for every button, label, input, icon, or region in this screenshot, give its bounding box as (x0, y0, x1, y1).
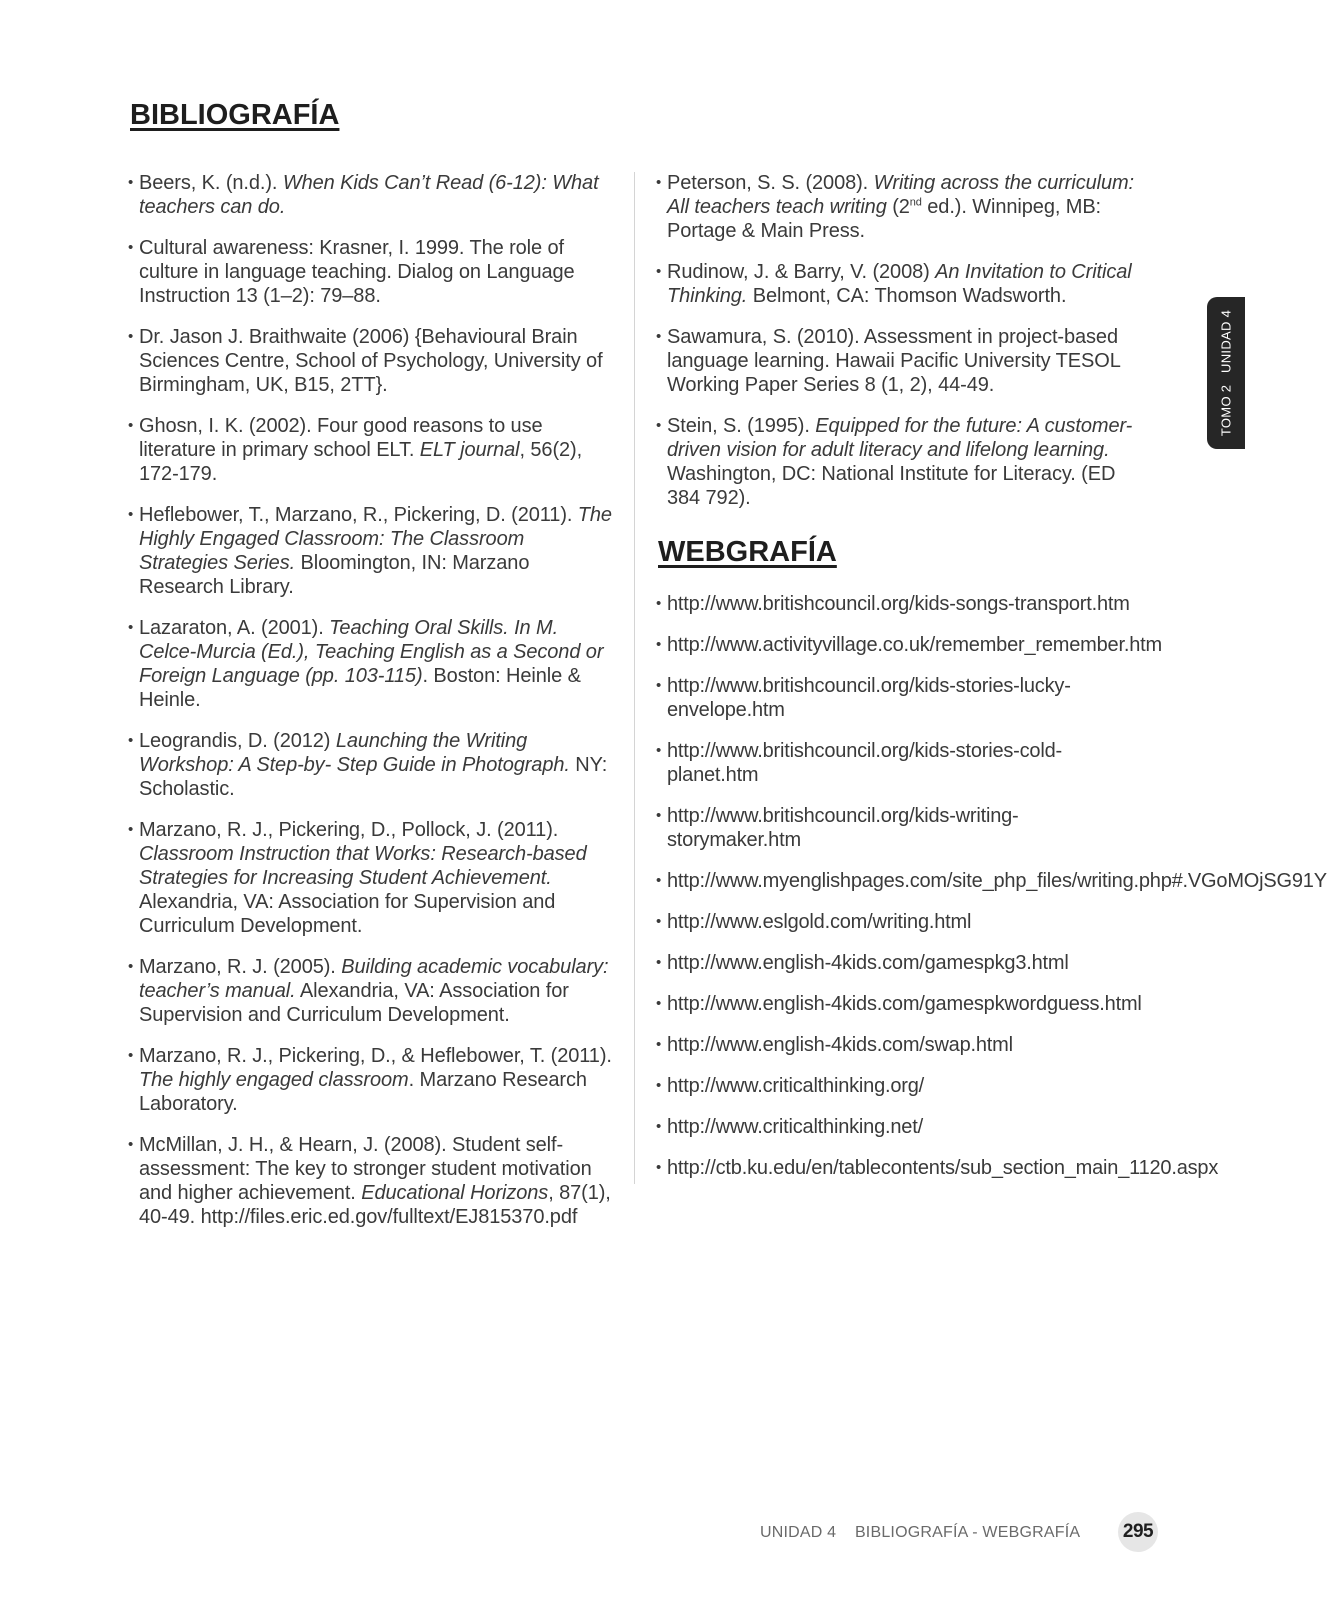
web-link: • http://www.britishcouncil.org/kids-writing-storymaker.htm (656, 804, 1146, 852)
web-link: • http://www.britishcouncil.org/kids-songs-transport.htm (656, 592, 1146, 616)
bibliography-entry: • Marzano, R. J., Pickering, D., Pollock, J. (2011). Classroom Instruction that Works: Research-based Strategies for Increasing Student Achievement. Alexandria, VA: Association for Supervision and Curriculum Development. (128, 818, 614, 938)
bibliography-entry: • Beers, K. (n.d.). When Kids Can’t Read (6-12): What teachers can do. (128, 171, 614, 219)
bibliography-entry: • Marzano, R. J., Pickering, D., & Heflebower, T. (2011). The highly engaged classroom. Marzano Research Laboratory. (128, 1044, 614, 1116)
webgrafia-title: WEBGRAFÍA (658, 536, 837, 568)
bibliography-entry: • Marzano, R. J. (2005). Building academic vocabulary: teacher’s manual. Alexandria, VA: Association for Supervision and Curriculum Development. (128, 955, 614, 1027)
bibliografia-title: BIBLIOGRAFÍA (130, 99, 340, 131)
bibliography-entry: • Heflebower, T., Marzano, R., Pickering, D. (2011). The Highly Engaged Classroom: The Classroom Strategies Series. Bloomington, IN: Marzano Research Library. (128, 503, 614, 599)
footer-section: BIBLIOGRAFÍA - WEBGRAFÍA (854, 1524, 1081, 1541)
bibliography-entry: • Stein, S. (1995). Equipped for the future: A customer-driven vision for adult literacy and lifelong learning. Washington, DC: National Institute for Literacy. (ED 384 792). (656, 414, 1146, 510)
web-link: • http://www.english-4kids.com/gamespkwordguess.html (656, 992, 1146, 1016)
bibliography-list-left (128, 171, 614, 1246)
web-link: • http://www.english-4kids.com/gamespkg3.html (656, 951, 1146, 975)
bibliography-list-right (656, 171, 1146, 527)
web-link: • http://ctb.ku.edu/en/tablecontents/sub_section_main_1120.aspx (656, 1156, 1146, 1180)
bibliography-entry: • Sawamura, S. (2010). Assessment in project-based language learning. Hawaii Pacific University TESOL Working Paper Series 8 (1, 2), 44-49. (656, 325, 1146, 397)
bibliography-entry: • Ghosn, I. K. (2002). Four good reasons to use literature in primary school ELT. ELT journal, 56(2), 172-179. (128, 414, 614, 486)
bibliography-entry: • Cultural awareness: Krasner, I. 1999. The role of culture in language teaching. Dialog on Language Instruction 13 (1–2): 79–88. (128, 236, 614, 308)
bibliography-entry: • Dr. Jason J. Braithwaite (2006) {Behavioural Brain Sciences Centre, School of Psychology, University of Birmingham, UK, B15, 2TT}. (128, 325, 614, 397)
page-number: 295 (1118, 1512, 1158, 1552)
web-link: • http://www.eslgold.com/writing.html (656, 910, 1146, 934)
web-link: • http://www.criticalthinking.org/ (656, 1074, 1146, 1098)
footer-unit: UNIDAD 4 (760, 1524, 837, 1541)
web-link: • http://www.english-4kids.com/swap.html (656, 1033, 1146, 1057)
side-tab-label: TOMO 2 UNIDAD 4 (1218, 309, 1234, 437)
web-link: • http://www.criticalthinking.net/ (656, 1115, 1146, 1139)
footer (760, 1524, 1094, 1542)
web-link: • http://www.britishcouncil.org/kids-stories-lucky-envelope.htm (656, 674, 1146, 722)
column-divider (634, 172, 635, 1184)
webgrafia-list (656, 592, 1327, 1197)
web-link: • http://www.myenglishpages.com/site_php_files/writing.php#.VGoMOjSG91Y (656, 869, 1146, 893)
bibliography-entry: • Peterson, S. S. (2008). Writing across the curriculum: All teachers teach writing (2nd ed.). Winnipeg, MB: Portage & Main Press. (656, 171, 1146, 243)
bibliography-entry: • Rudinow, J. & Barry, V. (2008) An Invitation to Critical Thinking. Belmont, CA: Thomson Wadsworth. (656, 260, 1146, 308)
side-tab (1207, 297, 1245, 449)
web-link: • http://www.activityvillage.co.uk/remember_remember.htm (656, 633, 1146, 657)
web-link: • http://www.britishcouncil.org/kids-stories-cold-planet.htm (656, 739, 1146, 787)
bibliography-entry: • Leograndis, D. (2012) Launching the Writing Workshop: A Step-by- Step Guide in Photograph. NY: Scholastic. (128, 729, 614, 801)
bibliography-entry: • Lazaraton, A. (2001). Teaching Oral Skills. In M. Celce-Murcia (Ed.), Teaching English as a Second or Foreign Language (pp. 103-115). Boston: Heinle & Heinle. (128, 616, 614, 712)
bibliography-entry: • McMillan, J. H., & Hearn, J. (2008). Student self-assessment: The key to stronger student motivation and higher achievement. Educational Horizons, 87(1), 40-49. http://files.eric.ed.gov/fulltext/EJ815370.pdf (128, 1133, 614, 1229)
